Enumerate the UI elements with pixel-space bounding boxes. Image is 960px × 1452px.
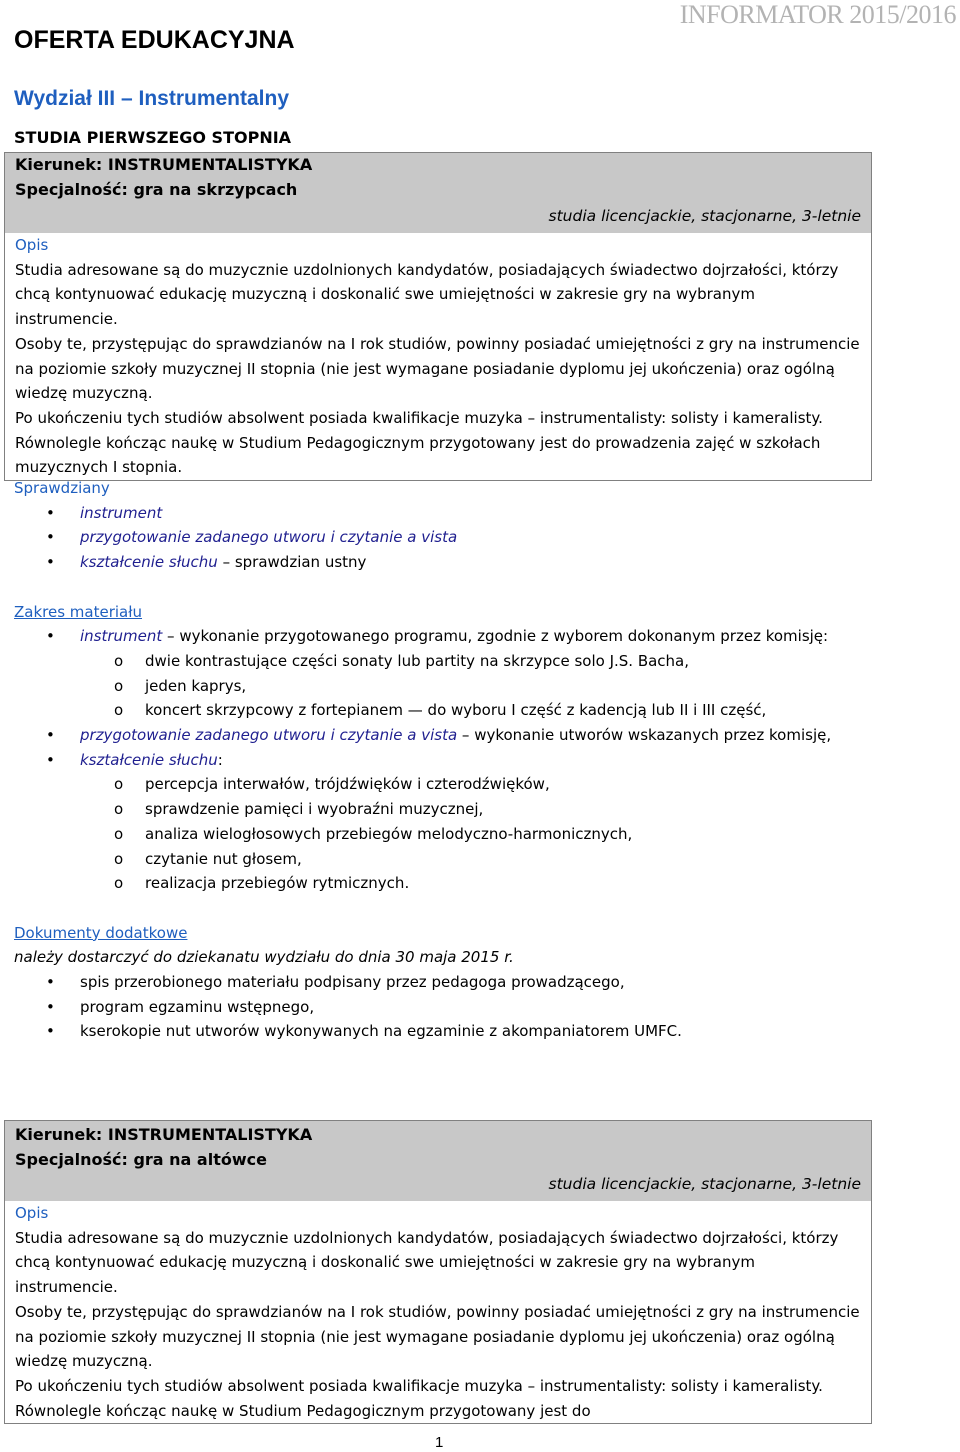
sub-list-item: o koncert skrzypcowy z fortepianem — do wyboru I część z kadencją lub II i III część,: [114, 701, 767, 720]
list-item: • instrument: [46, 503, 163, 522]
description-paragraph: Studia adresowane są do muzycznie uzdolnionych kandydatów, posiadających świadectwo dojrzałości, którzy chcą kontynuować edukację muzyczną i doskonalić swe umiejętności w zakresie gry na wybranym instrumencie.: [15, 1228, 839, 1297]
description-paragraph: Po ukończeniu tych studiów absolwent posiada kwalifikacje muzyka – instrumentalisty: solisty i kameralisty. Równolegle kończąc naukę w Studium Pedagogicznym przygotowany jest do: [15, 1376, 823, 1420]
faculty-heading: Wydział III – Instrumentalny: [14, 87, 290, 110]
specjalnosc-label: Specjalność: gra na altówce: [15, 1149, 267, 1169]
page-title: OFERTA EDUKACYJNA: [14, 26, 295, 54]
sub-list-item: o percepcja interwałów, trójdźwięków i czterodźwięków,: [114, 775, 550, 794]
specjalnosc-label: Specjalność: gra na skrzypcach: [15, 179, 298, 199]
sprawdziany-list: [14, 501, 864, 575]
description: [5, 1201, 871, 1423]
opis-label: Opis: [15, 236, 49, 254]
list-item: • kserokopie nut utworów wykonywanych na egzaminie z akompaniatorem UMFC.: [46, 1022, 682, 1041]
description-paragraph: Studia adresowane są do muzycznie uzdolnionych kandydatów, posiadających świadectwo dojrzałości, którzy chcą kontynuować edukację muzyczną i doskonalić swe umiejętności w zakresie gry na wybranym instrumencie.: [15, 260, 839, 329]
opis-label: Opis: [15, 1204, 49, 1222]
sub-list-item: o sprawdzenie pamięci i wyobraźni muzycznej,: [114, 800, 484, 819]
specialty-box-violin: [4, 152, 872, 481]
dokumenty-list: [14, 970, 864, 1044]
study-level-heading: STUDIA PIERWSZEGO STOPNIA: [14, 128, 292, 147]
sub-list-item: o dwie kontrastujące części sonaty lub partity na skrzypce solo J.S. Bacha,: [114, 651, 690, 670]
list-item: • kształcenie słuchu – sprawdzian ustny: [46, 553, 367, 572]
page-number: 1: [435, 1434, 444, 1451]
list-item: • program egzaminu wstępnego,: [46, 997, 315, 1016]
sub-list-item: o realizacja przebiegów rytmicznych.: [114, 874, 410, 893]
list-item: • przygotowanie zadanego utworu i czytanie a vista: [46, 528, 458, 547]
kierunek-label: Kierunek: INSTRUMENTALISTYKA: [15, 1125, 313, 1144]
zakres-label: Zakres materiału: [14, 602, 143, 621]
description-paragraph: Osoby te, przystępując do sprawdzianów na I rok studiów, powinny posiadać umiejętności z gry na instrumencie na poziomie szkoły muzycznej II stopnia (nie jest wymagane posiadanie dyplomu jej ukończenia) oraz ogólną wiedzę muzyczną.: [15, 1302, 860, 1371]
sub-list-item: o jeden kaprys,: [114, 676, 247, 695]
specialty-box-viola: [4, 1120, 872, 1424]
sprawdziany-label: Sprawdziany: [14, 479, 110, 497]
list-item: • instrument – wykonanie przygotowanego programu, zgodnie z wyborem dokonanym przez komisję:: [46, 627, 829, 646]
dokumenty-label: Dokumenty dodatkowe: [14, 923, 188, 942]
dokumenty-note: należy dostarczyć do dziekanatu wydziału do dnia 30 maja 2015 r.: [14, 948, 514, 967]
requirements-section: [14, 476, 864, 1044]
specialty-header: [5, 153, 871, 233]
study-mode: studia licencjackie, stacjonarne, 3-letnie: [548, 207, 861, 226]
description-paragraph: Osoby te, przystępując do sprawdzianów na I rok studiów, powinny posiadać umiejętności z gry na instrumencie na poziomie szkoły muzycznej II stopnia (nie jest wymagane posiadanie dyplomu jej ukończenia) oraz ogólną wiedzę muzyczną.: [15, 334, 860, 403]
list-item: • kształcenie słuchu:: [46, 750, 223, 769]
specialty-header: [5, 1121, 871, 1201]
sub-list-item: o czytanie nut głosem,: [114, 849, 302, 868]
list-item: • przygotowanie zadanego utworu i czytanie a vista – wykonanie utworów wskazanych przez komisję,: [46, 726, 832, 745]
description: [5, 233, 871, 480]
list-item: • spis przerobionego materiału podpisany przez pedagoga prowadzącego,: [46, 973, 625, 992]
kierunek-label: Kierunek: INSTRUMENTALISTYKA: [15, 155, 313, 174]
study-mode: studia licencjackie, stacjonarne, 3-letnie: [548, 1175, 861, 1194]
description-paragraph: Po ukończeniu tych studiów absolwent posiada kwalifikacje muzyka – instrumentalisty: solisty i kameralisty. Równolegle kończąc naukę w Studium Pedagogicznym przygotowany jest do prowadzenia zajęć w szkołach muzycznych I stopnia.: [15, 408, 823, 477]
sub-list-item: o analiza wielogłosowych przebiegów melodyczno-harmonicznych,: [114, 824, 633, 843]
zakres-list: [14, 624, 864, 896]
informator-header: INFORMATOR 2015/2016: [679, 0, 956, 29]
